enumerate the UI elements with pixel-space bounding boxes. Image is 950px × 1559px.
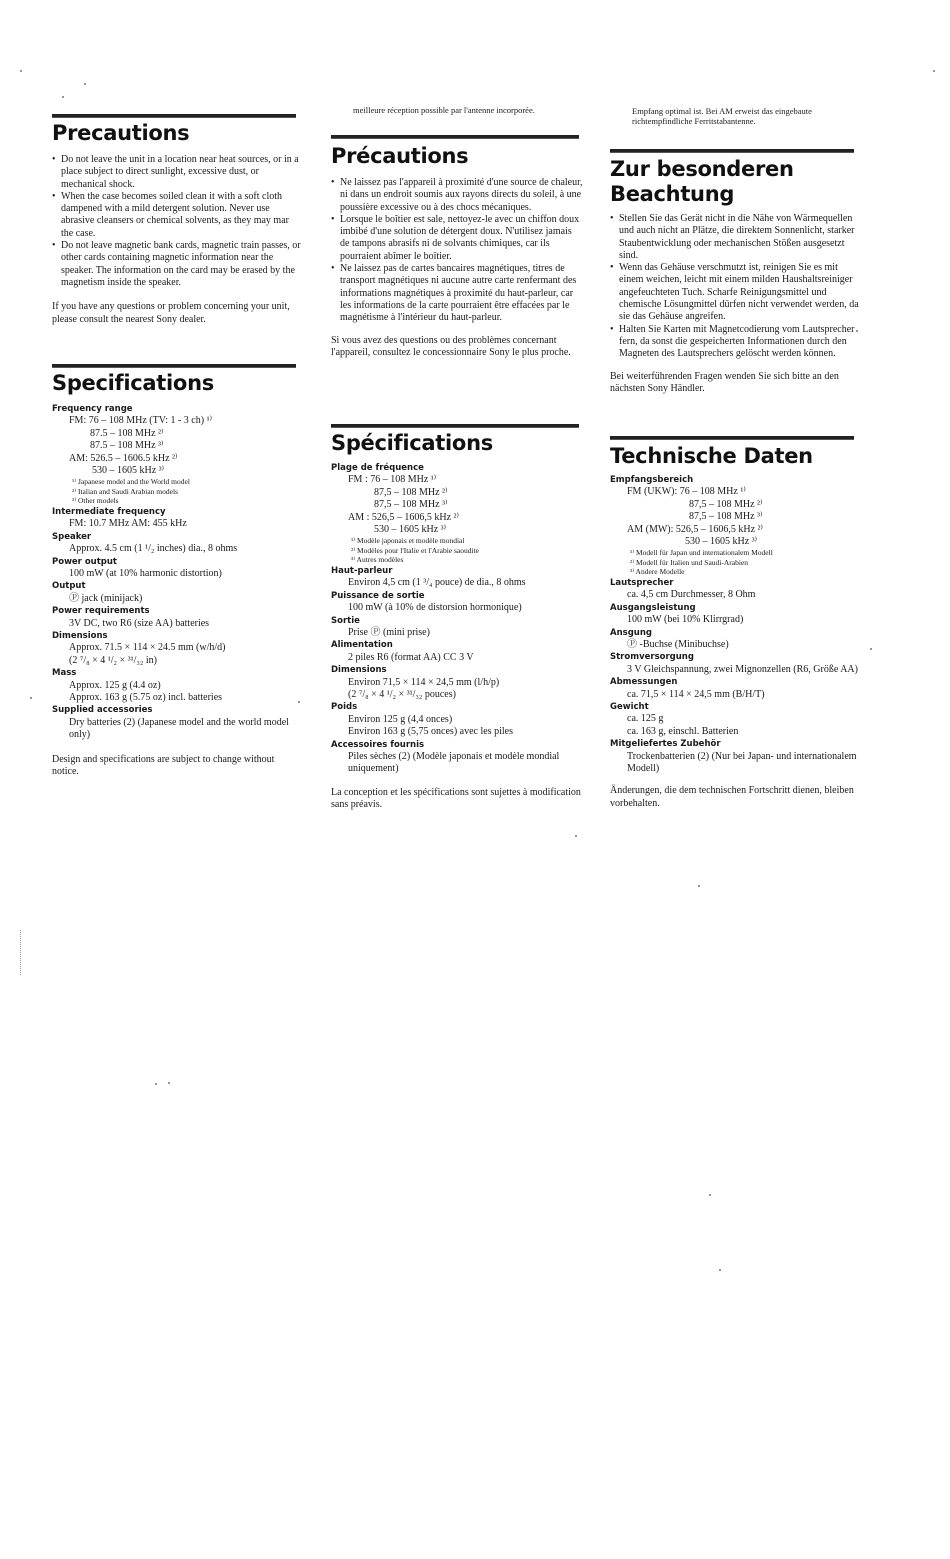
spec-value: 87,5 – 108 MHz ²⁾ bbox=[374, 486, 448, 498]
spec-value: ca. 4,5 cm Durchmesser, 8 Ohm bbox=[627, 589, 756, 601]
spec-value: 530 – 1605 kHz ³⁾ bbox=[374, 524, 447, 536]
spec-value: FM: 76 – 108 MHz (TV: 1 - 3 ch) ¹⁾ bbox=[69, 415, 213, 427]
spec-label: Poids bbox=[331, 702, 358, 713]
scan-speck bbox=[856, 330, 858, 332]
spec-value: Dry batteries (2) (Japanese model and the world model only) bbox=[69, 716, 289, 741]
scan-speck bbox=[62, 96, 64, 98]
spec-value: FM: 10.7 MHz AM: 455 kHz bbox=[69, 518, 187, 530]
spec-label: Haut-parleur bbox=[331, 565, 393, 576]
list-item: • Do not leave magnetic bank cards, magnetic train passes, or other cards containing magnetic information near the speaker. The information on the card may be erased by the magnetism inside the speaker. bbox=[52, 240, 302, 289]
spec-label: Abmessungen bbox=[610, 677, 678, 688]
spec-value: Approx. 125 g (4.4 oz) bbox=[69, 679, 161, 691]
spec-label: Intermediate frequency bbox=[52, 506, 166, 517]
design-note: Design and specifications are subject to change without notice. bbox=[52, 753, 275, 777]
footnote: ¹⁾ Japanese model and the World model bbox=[72, 477, 190, 487]
spec-value: AM: 526.5 – 1606.5 kHz ²⁾ bbox=[69, 452, 178, 464]
spec-label: Alimentation bbox=[331, 640, 393, 651]
continued-text: meilleure réception possible par l'antenne incorporée. bbox=[353, 105, 535, 115]
specifications-section bbox=[331, 431, 583, 811]
scan-speck bbox=[719, 1269, 721, 1271]
section-rule bbox=[610, 436, 854, 440]
list-item: • Wenn das Gehäuse verschmutzt ist, reinigen Sie es mit einem weichen, leicht mit einem milden Haushaltsreiniger angefeuchteten Tuch. Scharfe Reinigungsmittel und chemische Lösungmittel dürfen nicht verwendet werden, da sie das Gehäuse angreifen. bbox=[610, 262, 860, 323]
spec-label: Frequency range bbox=[52, 404, 133, 414]
footnote: ³⁾ Andere Modelle bbox=[630, 567, 685, 577]
specifications-heading: Spécifications bbox=[331, 431, 493, 455]
spec-list bbox=[331, 462, 583, 776]
spec-value: ca. 125 g bbox=[627, 713, 664, 725]
spec-value: 530 – 1605 kHz ³⁾ bbox=[92, 465, 165, 477]
spec-value: Prise Ⓟ (mini prise) bbox=[348, 626, 430, 638]
precautions-heading: Precautions bbox=[52, 121, 190, 145]
spec-value: Trockenbatterien (2) (Nur bei Japan- und internationalem Modell) bbox=[627, 750, 857, 775]
spec-value: 2 piles R6 (format AA) CC 3 V bbox=[348, 651, 474, 663]
section-rule bbox=[610, 149, 854, 153]
list-item: • Stellen Sie das Gerät nicht in die Nähe von Wärmequellen und auch nicht an Plätze, die direktem Sonnenlicht, starker Staubentwicklung oder mechanischen Stößen ausgesetzt sind. bbox=[610, 213, 860, 262]
section-rule bbox=[52, 114, 296, 118]
list-item: • Halten Sie Karten mit Magnetcodierung vom Lautsprecher fern, da sonst die gespeicherten Informationen durch den Magneten des Lautsprechers gelöscht werden können. bbox=[610, 324, 860, 361]
spec-label: Mass bbox=[52, 668, 77, 679]
specifications-section bbox=[52, 371, 302, 778]
precautions-heading: Précautions bbox=[331, 144, 469, 168]
scan-speck bbox=[870, 648, 872, 650]
spec-value: 3V DC, two R6 (size AA) batteries bbox=[69, 617, 210, 629]
scan-speck bbox=[155, 1083, 157, 1085]
spec-value: 87,5 – 108 MHz ³⁾ bbox=[689, 511, 763, 523]
design-note: La conception et les spécifications sont sujettes à modification sans préavis. bbox=[331, 786, 581, 811]
precautions-section bbox=[52, 121, 302, 326]
spec-label: Speaker bbox=[52, 531, 92, 542]
contact-note: Si vous avez des questions ou des problèmes concernant l'appareil, consultez le concessionnaire Sony le plus proche. bbox=[331, 334, 571, 358]
spec-label: Accessoires fournis bbox=[331, 739, 425, 750]
precautions-list bbox=[331, 177, 583, 325]
spec-label: Power output bbox=[52, 556, 117, 567]
spec-value: Piles sèches (2) (Modèle japonais et modèle mondial uniquement) bbox=[348, 751, 560, 775]
scan-speck bbox=[20, 70, 22, 72]
footnote: ¹⁾ Modell für Japan und internationalem Modell bbox=[630, 548, 773, 558]
spec-label: Ansgung bbox=[610, 627, 652, 638]
spec-label: Stromversorgung bbox=[610, 652, 694, 663]
spec-value: 100 mW (bei 10% Klirrgrad) bbox=[627, 614, 744, 626]
scan-speck bbox=[698, 885, 700, 887]
list-item: • Ne laissez pas l'appareil à proximité d'une source de chaleur, ni dans un endroit soumis aux rayons directs du soleil, à une poussière excessive ou à des chocs mécaniques. bbox=[331, 177, 583, 214]
spec-value: Approx. 163 g (5.75 oz) incl. batteries bbox=[69, 692, 223, 704]
scan-speck bbox=[298, 701, 300, 703]
spec-value: AM : 526,5 – 1606,5 kHz ²⁾ bbox=[348, 511, 460, 523]
footnote: ²⁾ Modell für Italien und Saudi-Arabien bbox=[630, 557, 749, 567]
scan-speck bbox=[84, 83, 86, 85]
precautions-heading: Zur besonderen Beachtung bbox=[610, 157, 794, 206]
spec-value: ca. 163 g, einschl. Batterien bbox=[627, 725, 739, 737]
spec-value: ca. 71,5 × 114 × 24,5 mm (B/H/T) bbox=[627, 688, 765, 700]
spec-value: Ⓟ jack (minijack) bbox=[69, 592, 143, 604]
spec-value: FM (UKW): 76 – 108 MHz ¹⁾ bbox=[627, 486, 746, 498]
list-item: • When the case becomes soiled clean it with a soft cloth dampened with a mild detergent solution. Never use abrasive cleansers or chemical solvents, as they may mar the case. bbox=[52, 191, 302, 240]
continued-text: Empfang optimal ist. Bei AM erweist das eingebaute richtempfindliche Ferritstabantenne. bbox=[632, 106, 812, 126]
spec-label: Mitgeliefertes Zubehör bbox=[610, 739, 721, 750]
precautions-list bbox=[52, 154, 302, 289]
list-item: • Do not leave the unit in a location near heat sources, or in a place subject to direct sunlight, excessive dust, or mechanical shock. bbox=[52, 154, 302, 191]
contact-note: Bei weiterführenden Fragen wenden Sie sich bitte an den nächsten Sony Händler. bbox=[610, 370, 839, 394]
spec-value: 530 – 1605 kHz ³⁾ bbox=[685, 536, 758, 548]
spec-value: 87,5 – 108 MHz ³⁾ bbox=[374, 499, 448, 511]
section-rule bbox=[331, 424, 579, 428]
list-item: • Ne laissez pas de cartes bancaires magnétiques, titres de transport magnétiques ni aucune autre carte renfermant des informations magnétiques à proximité du haut-parleur, car les informations de la carte pourraient être effacées par le magnétisme à l'intérieur du haut-parleur. bbox=[331, 263, 583, 324]
footnote: ³⁾ Autres modèles bbox=[351, 555, 404, 565]
design-note: Änderungen, die dem technischen Fortschritt dienen, bleiben vorbehalten. bbox=[610, 785, 854, 809]
spec-value: 100 mW (at 10% harmonic distortion) bbox=[69, 567, 222, 579]
spec-label: Supplied accessories bbox=[52, 705, 153, 716]
spec-value: (2 ⁷/₈ × 4 ¹/₂ × ³¹/₃₂ pouces) bbox=[348, 689, 456, 700]
spec-list bbox=[52, 403, 302, 742]
precautions-section bbox=[610, 157, 860, 395]
footnote: ²⁾ Modèles pour l'Italie et l'Arabie saoudite bbox=[351, 545, 480, 555]
spec-label: Puissance de sortie bbox=[331, 590, 425, 601]
scan-mark bbox=[20, 930, 22, 975]
spec-label: Power requirements bbox=[52, 606, 150, 617]
spec-label: Dimensions bbox=[331, 665, 387, 676]
spec-value: 3 V Gleichspannung, zwei Mignonzellen (R6, Größe AA) bbox=[627, 663, 858, 675]
footnote: ²⁾ Italian and Saudi Arabian models bbox=[72, 486, 178, 496]
spec-label: Lautsprecher bbox=[610, 577, 674, 588]
scan-speck bbox=[933, 70, 935, 72]
section-rule bbox=[331, 135, 579, 139]
footnote: ¹⁾ Modèle japonais et modèle mondial bbox=[351, 536, 465, 546]
specifications-heading: Specifications bbox=[52, 371, 214, 395]
precautions-list bbox=[610, 213, 860, 361]
spec-value: Environ 71,5 × 114 × 24,5 mm (l/h/p) bbox=[348, 676, 500, 688]
precautions-section bbox=[331, 144, 583, 359]
spec-value: Approx. 71.5 × 114 × 24.5 mm (w/h/d) bbox=[69, 642, 226, 654]
spec-value: Ⓟ -Buchse (Minibuchse) bbox=[627, 638, 729, 650]
scan-speck bbox=[168, 1082, 170, 1084]
spec-value: (2 ⁷/₈ × 4 ¹/₂ × ³¹/₃₂ in) bbox=[69, 654, 157, 666]
contact-note: If you have any questions or problem concerning your unit, please consult the nearest Sony dealer. bbox=[52, 301, 290, 325]
list-item: • Lorsque le boîtier est sale, nettoyez-le avec un chiffon doux imbibé d'une solution de détergent doux. N'utilisez jamais de tampons abrasifs ni de solvants chimiques, car ils pourraient abîmer le boîtier. bbox=[331, 214, 583, 263]
spec-value: 100 mW (à 10% de distorsion hormonique) bbox=[348, 602, 522, 614]
spec-label: Gewicht bbox=[610, 702, 649, 712]
spec-value: FM : 76 – 108 MHz ¹⁾ bbox=[348, 474, 437, 486]
footnote: ³⁾ Other models bbox=[72, 496, 119, 506]
scan-speck bbox=[709, 1194, 711, 1196]
spec-label: Empfangsbereich bbox=[610, 475, 694, 485]
scan-speck bbox=[575, 835, 577, 837]
spec-label: Ausgangsleistung bbox=[610, 602, 696, 613]
spec-label: Dimensions bbox=[52, 631, 108, 641]
spec-value: Approx. 4.5 cm (1 ¹/₂ inches) dia., 8 ohms bbox=[69, 543, 238, 555]
spec-value: 87,5 – 108 MHz ²⁾ bbox=[689, 498, 763, 510]
scan-speck bbox=[30, 697, 32, 699]
spec-label: Sortie bbox=[331, 615, 360, 626]
spec-value: Environ 125 g (4,4 onces) bbox=[348, 713, 453, 725]
spec-value: Environ 4,5 cm (1 ³/₄ pouce) de dia., 8 ohms bbox=[348, 577, 526, 589]
spec-label: Output bbox=[52, 581, 86, 592]
spec-value: AM (MW): 526,5 – 1606,5 kHz ²⁾ bbox=[627, 523, 763, 535]
specifications-section bbox=[610, 444, 860, 810]
specifications-heading: Technische Daten bbox=[610, 444, 813, 468]
spec-label: Plage de fréquence bbox=[331, 463, 424, 473]
spec-value: 87.5 – 108 MHz ²⁾ bbox=[90, 427, 164, 439]
spec-value: Environ 163 g (5,75 onces) avec les piles bbox=[348, 726, 513, 738]
spec-list bbox=[610, 474, 860, 775]
spec-value: 87.5 – 108 MHz ³⁾ bbox=[90, 440, 164, 452]
section-rule bbox=[52, 364, 296, 368]
